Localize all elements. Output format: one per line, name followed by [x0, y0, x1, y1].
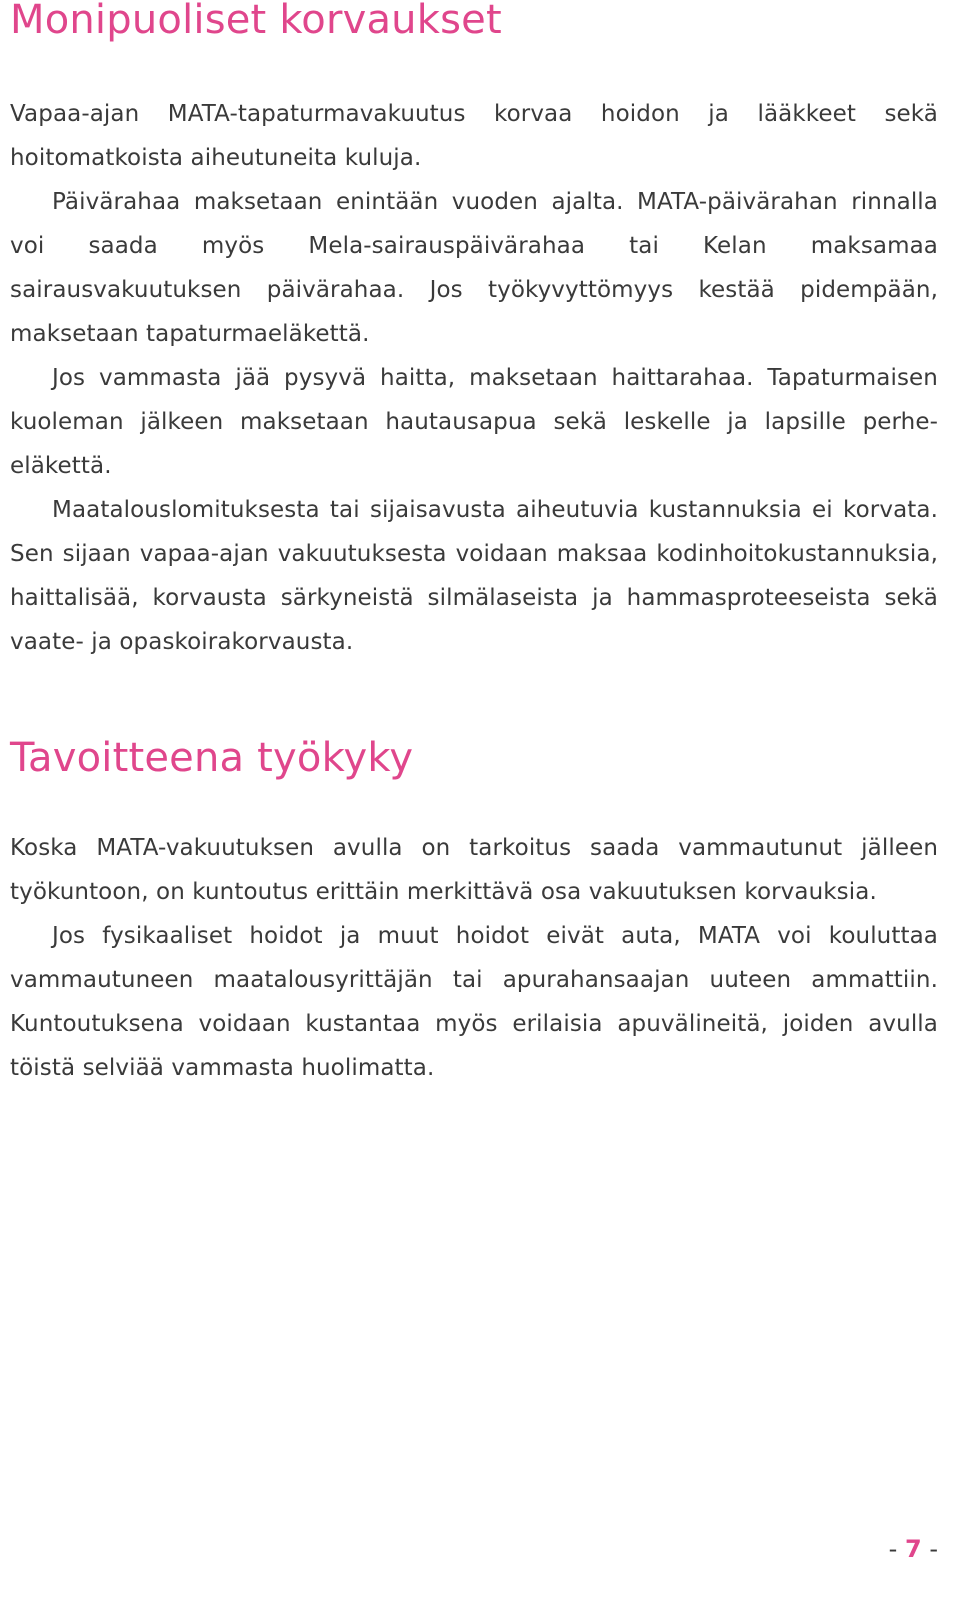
section-work-ability-body [10, 826, 938, 1090]
paragraph-exclusions: Maatalouslomituksesta tai sijaisavusta aiheutuvia kustannuksia ei korvata. Sen sijaan vapaa-ajan vakuutuksesta voidaan maksaa kodinhoitokustannuksia, haittalisää, korvausta särkyneistä silmälaseista ja hammasproteeseista sekä vaate- ja opaskoirakorvausta. [10, 497, 938, 655]
paragraph-treatment-costs: Vapaa-ajan MATA-tapaturmavakuutus korvaa hoidon ja lääkkeet sekä hoitomatkoista aiheutuneita kuluja. [10, 101, 938, 171]
page-number [889, 1535, 938, 1563]
page-number-suffix: - [929, 1535, 938, 1563]
paragraph-permanent-harm: Jos vammasta jää pysyvä haitta, maksetaan haittarahaa. Tapaturmaisen kuoleman jälkeen maksetaan hautausapua sekä leskelle ja lapsille perhe-eläkettä. [10, 365, 938, 479]
page-number-prefix: - [888, 1535, 898, 1563]
section-heading-work-ability: Tavoitteena työkyky [10, 735, 414, 781]
page-number-value: 7 [904, 1535, 922, 1563]
section-heading-compensations: Monipuoliset korvaukset [10, 0, 502, 43]
paragraph-retraining: Jos fysikaaliset hoidot ja muut hoidot eivät auta, MATA voi kouluttaa vammautuneen maatalousyrittäjän tai apurahansaajan uuteen ammattiin. Kuntoutuksena voidaan kustantaa myös erilaisia apuvälineitä, joiden avulla töistä selviää vammasta huolimatta. [10, 923, 938, 1081]
paragraph-rehabilitation: Koska MATA-vakuutuksen avulla on tarkoitus saada vammautunut jälleen työkuntoon, on kuntoutus erittäin merkittävä osa vakuutuksen korvauksia. [10, 835, 938, 905]
section-compensations-body [10, 92, 938, 664]
paragraph-daily-allowance: Päivärahaa maksetaan enintään vuoden ajalta. MATA-päivärahan rinnalla voi saada myös Mela-sairauspäivärahaa tai Kelan maksamaa sairausvakuutuksen päivärahaa. Jos työkyvyttömyys kestää pidempään, maksetaan tapaturmaeläkettä. [10, 189, 938, 347]
